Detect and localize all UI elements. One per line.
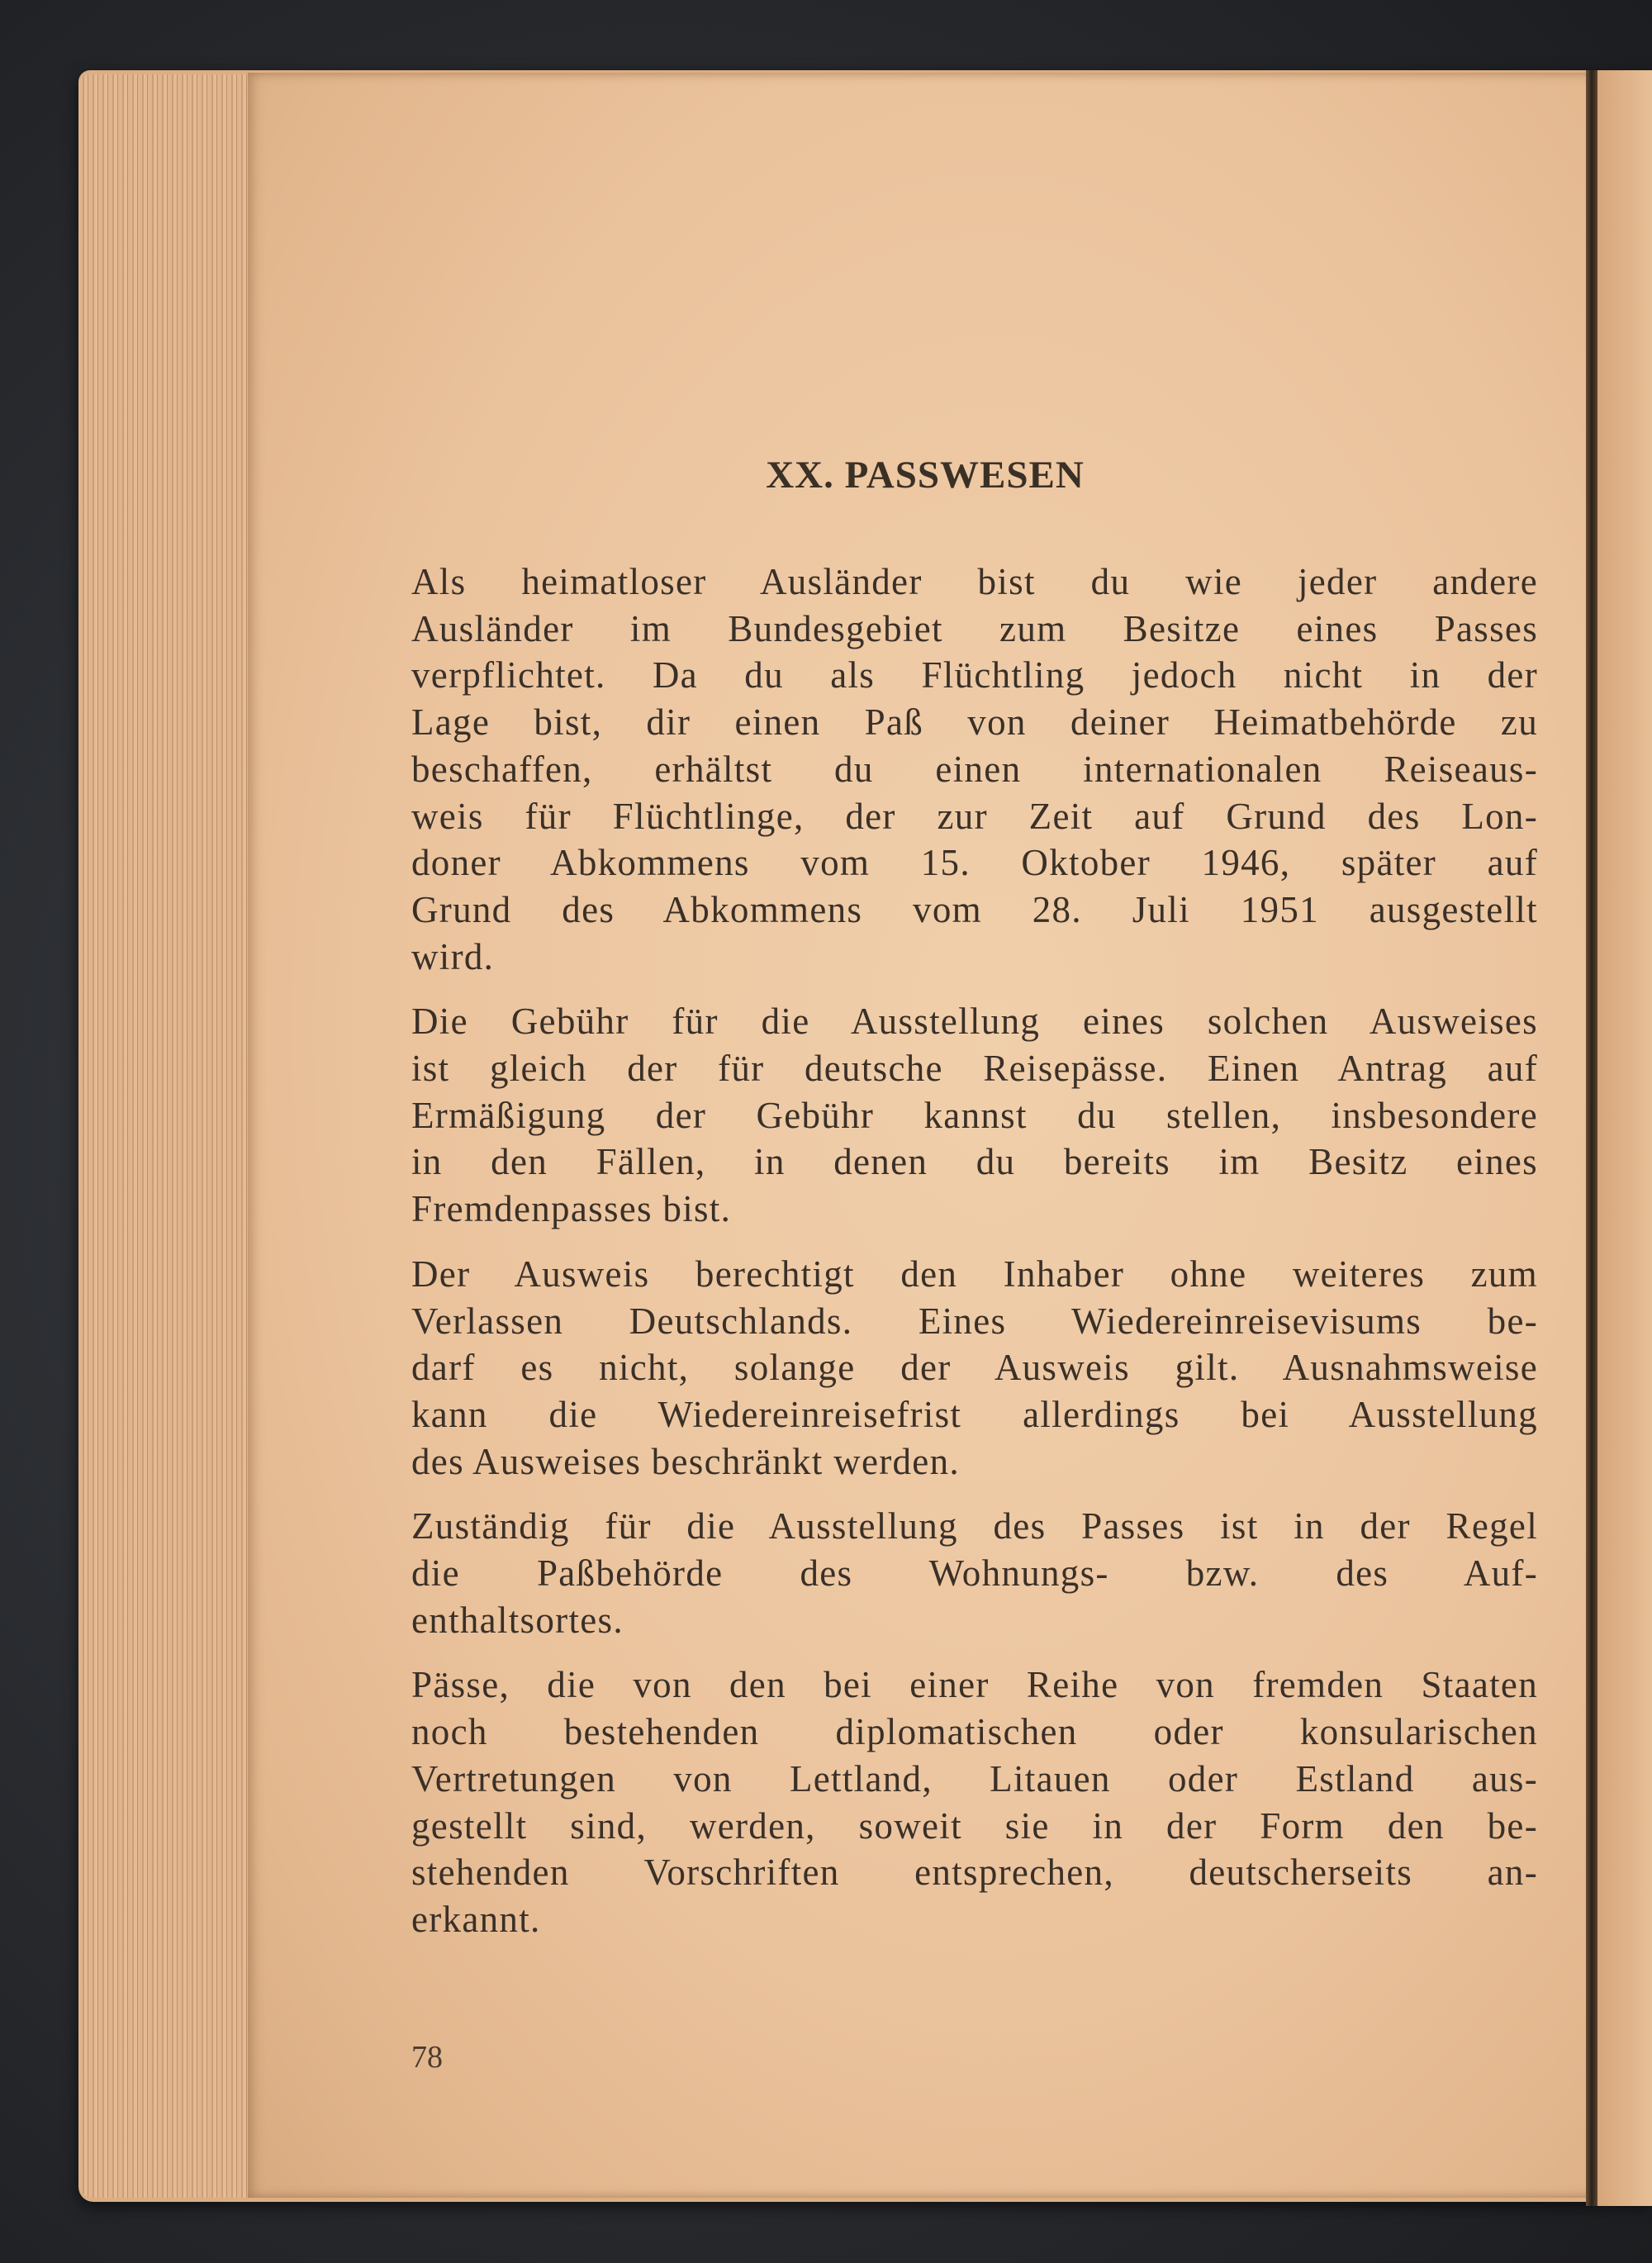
text-line: Ermäßigung der Gebühr kannst du stellen, insbesondere <box>411 1094 1538 1136</box>
text-line: ist gleich der für deutsche Reisepässe. Einen Antrag auf <box>411 1048 1538 1090</box>
text-line: weis für Flüchtlinge, der zur Zeit auf Grund des Lon- <box>411 795 1538 837</box>
text-line: enthaltsortes. <box>411 1599 624 1641</box>
text-line: doner Abkommens vom 15. Oktober 1946, später auf <box>411 842 1538 884</box>
page-edges <box>78 74 268 2198</box>
text-line: kann die Wiedereinreisefrist allerdings bei Ausstellung <box>411 1393 1538 1435</box>
paragraph <box>411 1662 1538 1942</box>
text-line: erkannt. <box>411 1898 541 1940</box>
text-line: Der Ausweis berechtigt den Inhaber ohne weiteres zum <box>411 1253 1538 1295</box>
text-line: beschaffen, erhältst du einen internationalen Reiseaus- <box>411 748 1538 790</box>
text-line: Zuständig für die Ausstellung des Passes ist in der Regel <box>411 1505 1538 1547</box>
page-number: 78 <box>411 2040 443 2075</box>
text-line: Vertretungen von Lettland, Litauen oder Estland aus- <box>411 1757 1538 1799</box>
paragraph <box>411 1503 1538 1643</box>
text-line: wird. <box>411 935 495 977</box>
body-text <box>411 559 1538 1961</box>
text-line: darf es nicht, solange der Ausweis gilt. Ausnahmsweise <box>411 1347 1538 1389</box>
text-line: Pässe, die von den bei einer Reihe von fremden Staaten <box>411 1664 1538 1706</box>
text-line: Als heimatloser Ausländer bist du wie jeder andere <box>411 561 1538 602</box>
text-line: Verlassen Deutschlands. Eines Wiedereinreisevisums be- <box>411 1300 1538 1342</box>
text-line: in den Fällen, in denen du bereits im Besitz eines <box>411 1141 1538 1183</box>
paragraph <box>411 998 1538 1233</box>
book-gutter <box>1586 70 1597 2206</box>
paragraph <box>411 1251 1538 1486</box>
text-line: verpflichtet. Da du als Flüchtling jedoch nicht in der <box>411 654 1538 696</box>
facing-page-edge <box>1597 70 1652 2206</box>
text-line: des Ausweises beschränkt werden. <box>411 1440 960 1482</box>
text-line: Grund des Abkommens vom 28. Juli 1951 ausgestellt <box>411 888 1538 930</box>
text-line: Die Gebühr für die Ausstellung eines solchen Ausweises <box>411 1001 1538 1043</box>
text-line: die Paßbehörde des Wohnungs- bzw. des Auf- <box>411 1552 1538 1595</box>
paragraph <box>411 559 1538 980</box>
text-line: Ausländer im Bundesgebiet zum Besitze eines Passes <box>411 607 1538 649</box>
text-line: stehenden Vorschriften entsprechen, deutscherseits an- <box>411 1852 1538 1894</box>
text-line: Lage bist, dir einen Paß von deiner Heimatbehörde zu <box>411 701 1538 744</box>
text-line: gestellt sind, werden, soweit sie in der Form den be- <box>411 1804 1538 1847</box>
text-line: Fremdenpasses bist. <box>411 1188 732 1230</box>
chapter-title: XX. PASSWESEN <box>766 454 1085 497</box>
text-line: noch bestehenden diplomatischen oder konsularischen <box>411 1711 1538 1753</box>
